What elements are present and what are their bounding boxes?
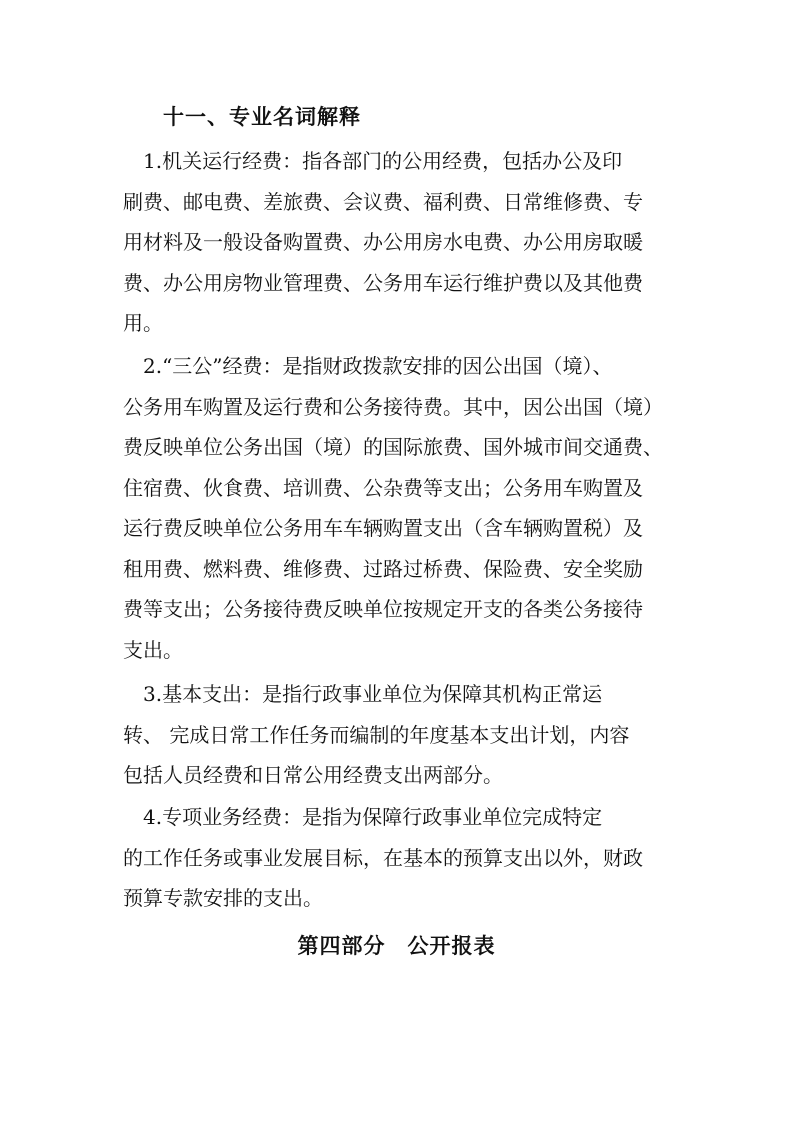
paragraph-line: 转、 完成日常工作任务而编制的年度基本支出计划，内容 xyxy=(123,722,630,747)
paragraph-line: 费反映单位公务出国（境）的国际旅费、国外城市间交通费、 xyxy=(123,435,663,459)
definition-item-1 xyxy=(123,141,683,344)
paragraph-line: 公务用车购置及运行费和公务接待费。其中，因公出国（境） xyxy=(123,394,663,419)
part-title: 第四部分 公开报表 xyxy=(297,933,496,958)
paragraph-line: 住宿费、伙食费、培训费、公杂费等支出；公务用车购置及 xyxy=(123,475,643,500)
paragraph-line: 租用费、燃料费、维修费、过路过桥费、保险费、安全奖励 xyxy=(123,556,643,581)
paragraph-line: 2.“三公”经费：是指财政拨款安排的因公出国（境）、 xyxy=(123,354,613,378)
definition-item-2 xyxy=(123,346,683,670)
paragraph-line: 预算专款安排的支出。 xyxy=(123,886,323,910)
paragraph-line: 费等支出；公务接待费反映单位按规定开支的各类公务接待 xyxy=(123,597,643,621)
paragraph-line: 的工作任务或事业发展目标，在基本的预算支出以外，财政 xyxy=(123,845,643,870)
paragraph-line: 包括人员经费和日常公用经费支出两部分。 xyxy=(123,763,503,787)
definition-item-3 xyxy=(123,674,683,796)
paragraph-line: 4.专项业务经费：是指为保障行政事业单位完成特定 xyxy=(123,805,603,829)
section-title: 十一、专业名词解释 xyxy=(163,104,361,129)
paragraph-line: 用材料及一般设备购置费、办公用房水电费、办公用房取暖 xyxy=(123,230,643,254)
paragraph-line: 3.基本支出：是指行政事业单位为保障其机构正常运 xyxy=(123,682,603,706)
paragraph-line: 1.机关运行经费：指各部门的公用经费，包括办公及印 xyxy=(123,149,623,173)
paragraph-line: 费、办公用房物业管理费、公务用车运行维护费以及其他费 xyxy=(123,270,643,295)
definition-item-4 xyxy=(123,797,683,919)
paragraph-line: 用。 xyxy=(123,311,163,335)
paragraph-line: 运行费反映单位公务用车车辆购置支出（含车辆购置税）及 xyxy=(123,516,643,540)
paragraph-line: 支出。 xyxy=(123,637,183,662)
paragraph-line: 刷费、邮电费、差旅费、会议费、福利费、日常维修费、专 xyxy=(123,189,643,214)
